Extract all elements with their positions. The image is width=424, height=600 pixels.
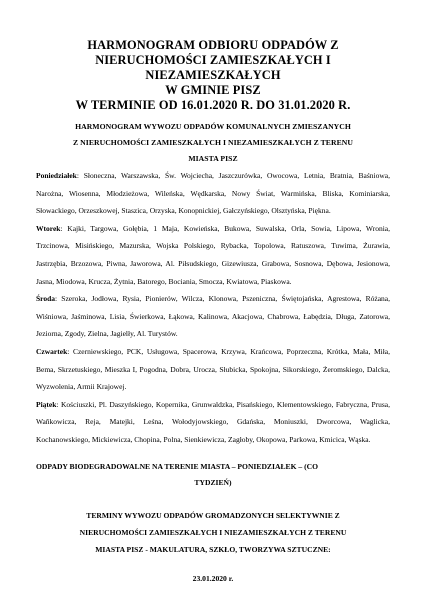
title-line: NIEZAMIESZKAŁYCH (145, 68, 281, 82)
subheading-line: HARMONOGRAM WYWOZU ODPADÓW KOMUNALNYCH ZMIESZANYCH (75, 122, 351, 131)
title-line: W GMINIE PISZ (165, 83, 261, 97)
bio-line: ODPADY BIODEGRADOWALNE NA TERENIE MIASTA – PONIEDZIAŁEK – (CO (36, 461, 318, 471)
day-name: Wtorek (36, 223, 61, 233)
day-name: Piątek (36, 399, 57, 409)
title-line: HARMONOGRAM ODBIORU ODPADÓW Z (87, 38, 339, 52)
street-list: : Słoneczna, Warszawska, Św. Wojciecha, Jaszczurówka, Owocowa, Letnia, Bratnia, Baśniowa, Narożna, Wiosenna, Młodzieżowa, Wileńska, Wędkarska, Nowy Świat, Warmińska, Bliska, Kominiarska, Słowackiego, Orzeszkowej, Staszica, Orzyska, Konopnickiej, Gałczyńskiego, Olsztyńska, Piękna. (36, 171, 390, 216)
bio-line: TYDZIEŃ) (194, 477, 232, 487)
schedule-tuesday (36, 220, 390, 290)
subheading-line: Z NIERUCHOMOŚCI ZAMIESZKAŁYCH I NIEZAMIESZKAŁYCH Z TERENU (73, 138, 353, 147)
day-name: Poniedziałek (36, 171, 77, 180)
subheading-line: MIASTA PISZ (188, 154, 238, 163)
street-list: : Szeroka, Jodłowa, Rysia, Pionierów, Wilcza, Klonowa, Pszeniczna, Świętojańska, Agrestowa, Różana, Wiśniowa, Jaśminowa, Lisia, Świerkowa, Łąkowa, Kalinowa, Akacjowa, Chabrowa, Łabędzia, Długa, Zatorowa, Jeziorna, Zgody, Zielna, Jagielły, Al. Turystów. (36, 294, 390, 339)
day-name: Czwartek (36, 346, 68, 356)
document-title (36, 38, 390, 113)
mixed-waste-heading (36, 119, 390, 167)
selective-line: NIERUCHOMOŚCI ZAMIESZKAŁYCH I NIEZAMIESZKAŁYCH Z TERENU (79, 527, 347, 537)
street-list: : Kajki, Targowa, Gołębia, 1 Maja, Kowieńska, Bukowa, Suwalska, Orla, Sowia, Lipowa, Wronia, Trzcinowa, Misińskiego, Mazurska, Wojska Polskiego, Rybacka, Topolowa, Ratuszowa, Tuwima, Żurawia, Jastrzębia, Brzozowa, Piwna, Jaworowa, Al. Piłsudskiego, Gizewiusza, Grabowa, Sosnowa, Dębowa, Jesionowa, Jasna, Miodowa, Krucza, Żytnia, Batorego, Bociania, Smocza, Kwiatowa, Piaskowa. (36, 223, 390, 286)
title-line: W TERMINIE OD 16.01.2020 R. DO 31.01.2020 R. (75, 98, 351, 112)
schedule-thursday (36, 343, 390, 396)
day-name: Środa (36, 294, 56, 304)
schedule-monday (36, 167, 390, 220)
selective-line: MIASTA PISZ - MAKULATURA, SZKŁO, TWORZYWA SZTUCZNE: (95, 544, 331, 554)
biodegradable-waste-note (36, 459, 390, 491)
street-schedule (36, 167, 390, 449)
schedule-friday (36, 396, 390, 449)
street-list: : Kościuszki, Pl. Daszyńskiego, Kopernika, Grunwaldzka, Pisańskiego, Klementowskiego, Fabryczna, Prusa, Waňkowicza, Reja, Matejki, Leśna, Wołodyjowskiego, Gdańska, Moniuszki, Dworcowa, Waglicka, Kochanowskiego, Mickiewicza, Chopina, Polna, Sienkiewicza, Zagłoby, Okopowa, Parkowa, Kmicica, Wąska. (36, 399, 390, 444)
selective-collection-heading (36, 507, 390, 558)
schedule-wednesday (36, 290, 390, 343)
title-line: NIERUCHOMOŚCI ZAMIESZKAŁYCH I (95, 53, 331, 67)
selective-line: TERMINY WYWOZU ODPADÓW GROMADZONYCH SELEKTYWNIE Z (86, 510, 340, 520)
selective-collection-date: 23.01.2020 r. (192, 573, 234, 583)
street-list: : Czerniewskiego, PCK, Usługowa, Spacerowa, Krzywa, Krańcowa, Poprzeczna, Krótka, Mała, Miła, Bema, Skrzetuskiego, Mieszka I, Pogodna, Dobra, Urocza, Słubicka, Spokojna, Sikorskiego, Żeromskiego, Dalcka, Wyzwolenia, Armii Krajowej. (36, 346, 390, 392)
